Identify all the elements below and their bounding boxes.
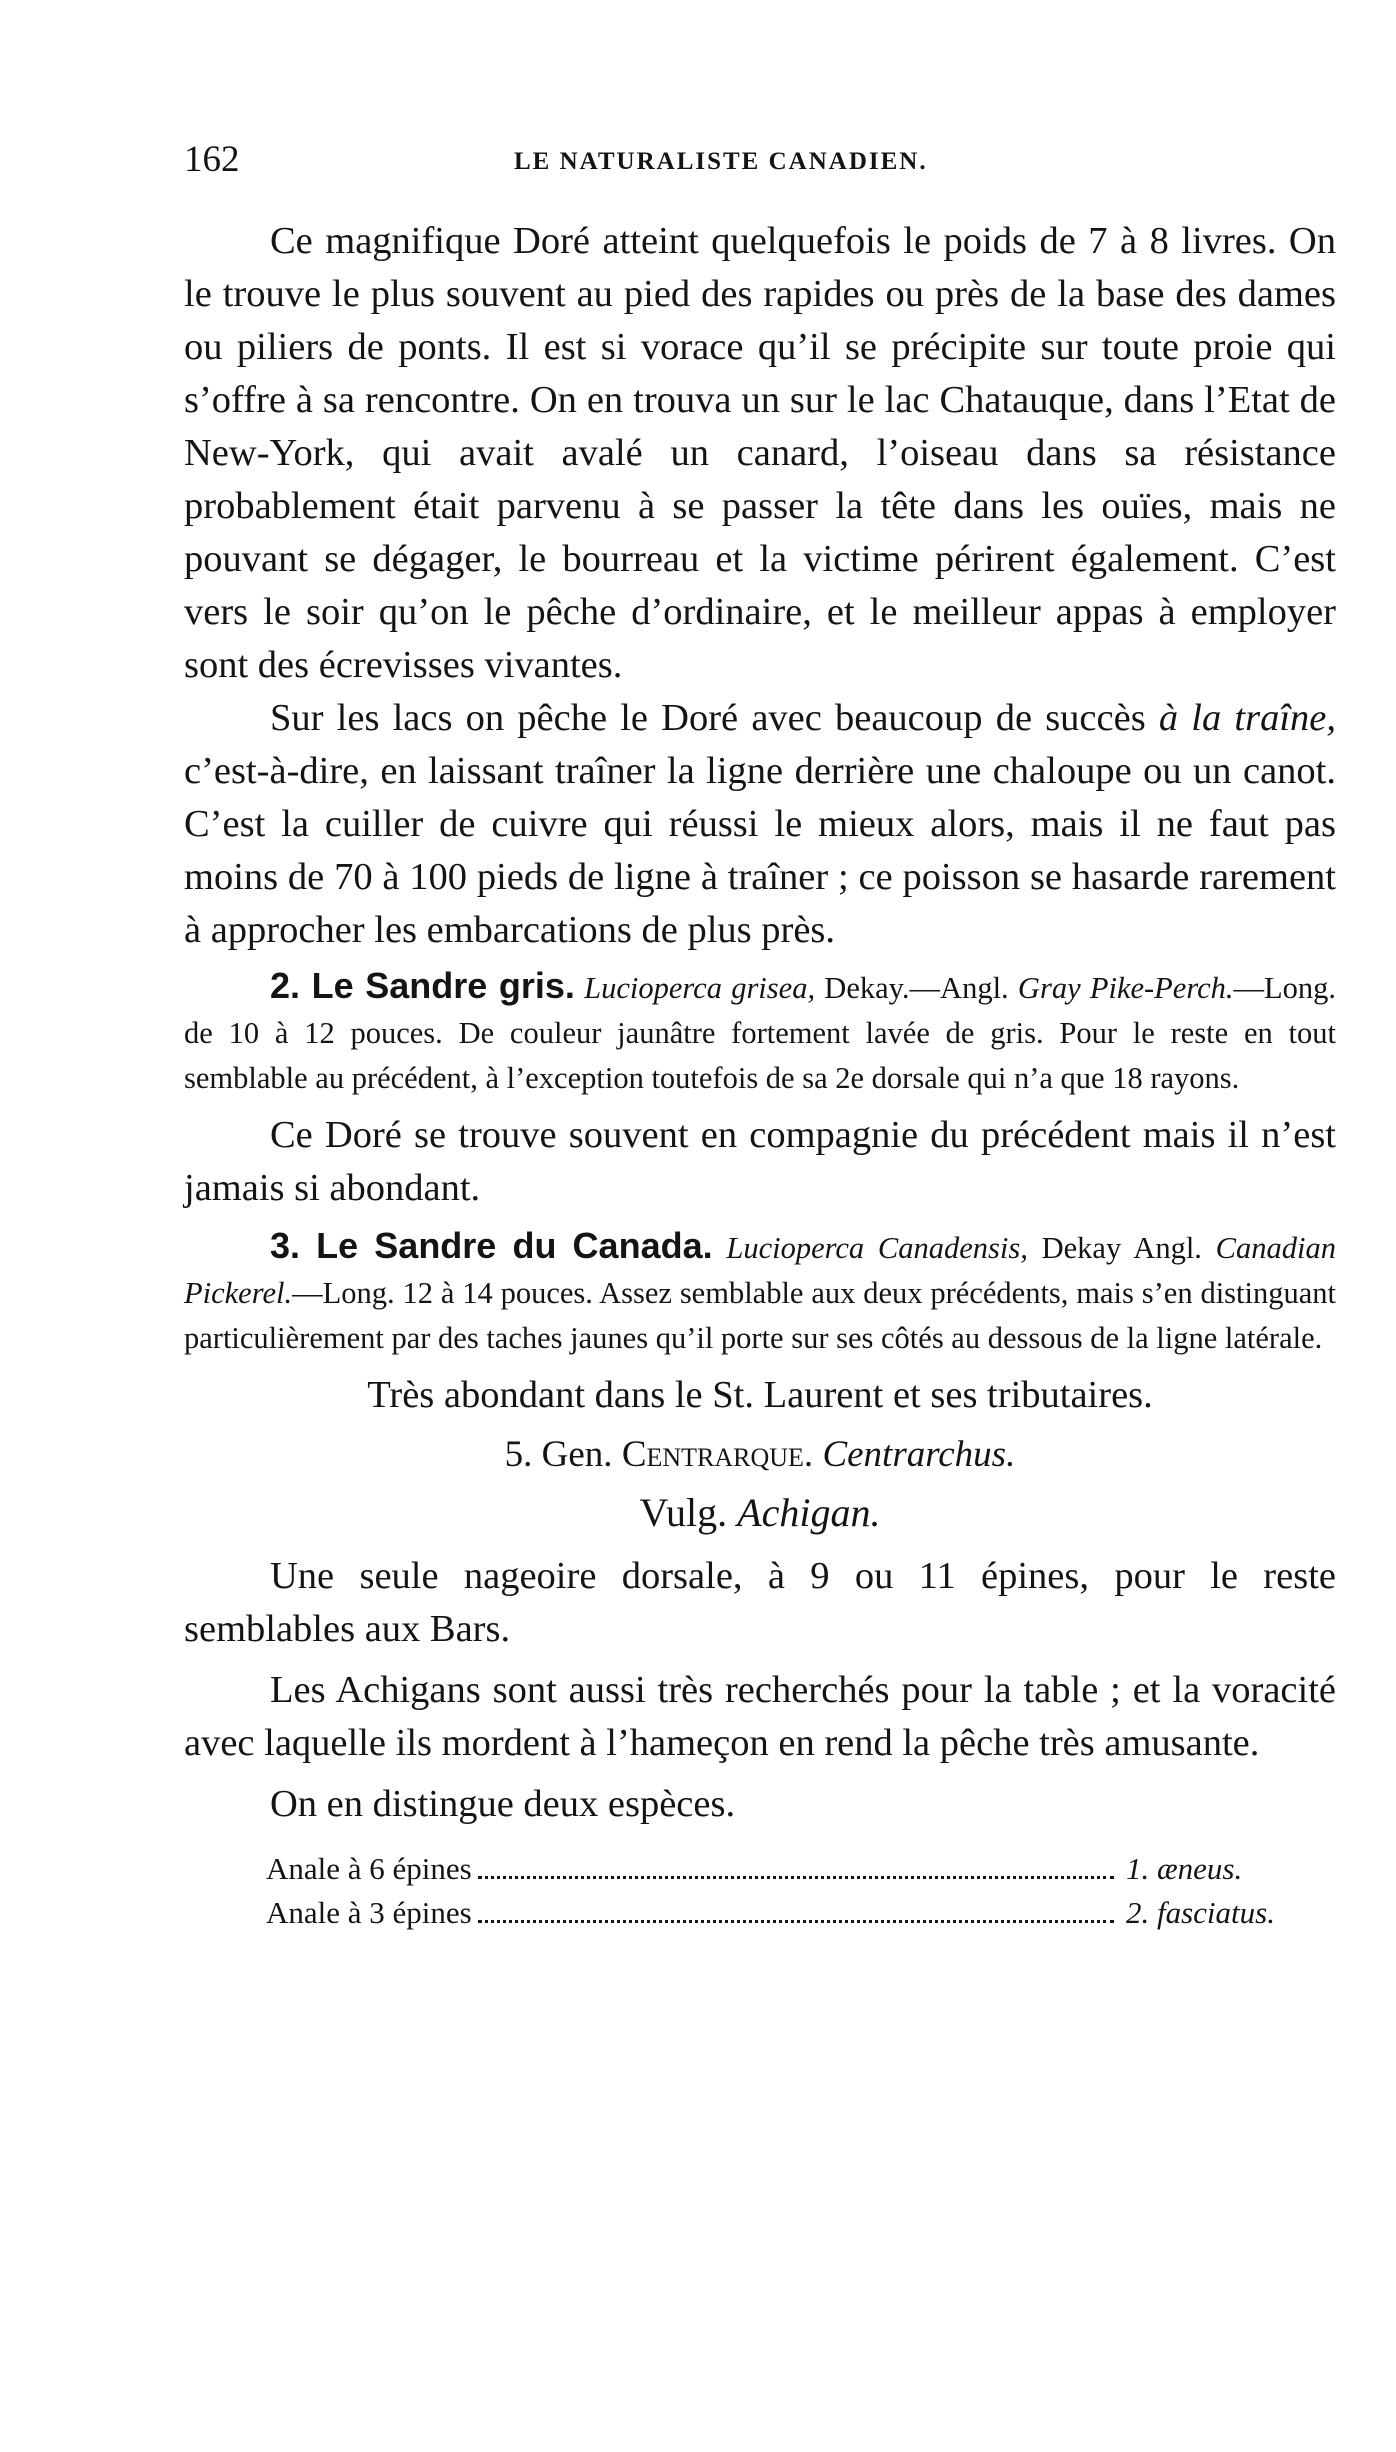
species-2-authority: Dekay.—Angl. [815,971,1018,1005]
page-body [184,215,1336,1935]
species-3-english: Canadian Pickerel. [184,1231,1336,1310]
key-species: 1. æneus. [1126,1851,1243,1886]
species-3-authority: Dekay Angl. [1027,1231,1216,1265]
species-key [184,1847,1336,1935]
species-2-description [184,963,1336,1101]
genus-number: 5. Gen. [504,1434,622,1475]
paragraph-trolling [184,692,1336,957]
vulgar-label: Vulg. [639,1490,738,1535]
vulgar-name: Achigan. [737,1490,881,1535]
species-3-description [184,1223,1336,1361]
paragraph-trolling-rest: c’est-à-dire, en laissant traîner la ligne derrière une chaloupe ou un canot. C’est la cuiller de cuivre qui réussi le mieux alors, mais il ne faut pas moins de 70 à 100 pieds de ligne à traîner ; ce poisson se hasarde rarement à approcher les embarcations de plus près. [184,750,1336,951]
paragraph-dore-weight: Ce magnifique Doré atteint quelquefois le poids de 7 à 8 livres. On le trouve le plus souvent au pied des rapides ou près de la base des dames ou piliers de ponts. Il est si vorace qu’il se précipite sur toute proie qui s’offre à sa rencontre. On en trouva un sur le lac Chatauque, dans l’Etat de New-York, qui avait avalé un canard, l’oiseau dans sa résistance probablement était parvenu à se passer la tête dans les ouïes, mais ne pouvant se dégager, le bourreau et la victime périrent également. C’est vers le soir qu’on le pêche d’ordinaire, et le meilleur appas à employer sont des écrevisses vivantes. [184,220,1336,686]
species-3-heading: 3. Le Sandre du Canada. [270,1225,713,1266]
species-3-text: —Long. 12 à 14 pouces. Assez semblable aux deux précédents, mais s’en distinguant particulièrement par des taches jaunes qu’il porte sur ses côtés au dessous de la ligne latérale. [184,1276,1336,1355]
paragraph-trolling-italic: à la traîne, [1158,697,1336,739]
running-title: LE NATURALISTE CANADIEN. [514,148,928,175]
paragraph-trolling-start: Sur les lacs on pêche le Doré avec beaucoup de succès [270,697,1159,739]
key-label: Anale à 6 épines [266,1851,472,1886]
species-intro: On en distingue deux espèces. [270,1783,736,1825]
genus-description: Une seule nageoire dorsale, à 9 ou 11 épines, pour le reste semblables aux Bars. [184,1555,1336,1650]
species-2-english: Gray Pike-Perch. [1017,971,1234,1005]
species-3-note: Très abondant dans le St. Laurent et ses tributaires. [367,1374,1153,1416]
species-3-latin: Lucioperca Canadensis, [726,1231,1028,1265]
genus-heading [184,1426,1336,1484]
key-species: 2. fasciatus. [1126,1895,1275,1930]
species-2-heading: 2. Le Sandre gris. [270,965,575,1006]
key-row [184,1847,1336,1891]
key-row [184,1891,1336,1935]
page-number: 162 [184,139,240,180]
key-leader-dots [478,1920,1114,1923]
key-leader-dots [478,1876,1114,1879]
species-2-latin: Lucioperca grisea, [584,971,816,1005]
species-2-note: Ce Doré se trouve souvent en compagnie du précédent mais il n’est jamais si abondant. [184,1114,1336,1209]
key-label: Anale à 3 épines [266,1895,472,1930]
genus-latin: Centrarchus. [813,1434,1016,1475]
paragraph-achigans: Les Achigans sont aussi très recherchés pour la table ; et la voracité avec laquelle ils mordent à l’hameçon en rend la pêche très amusante. [184,1669,1336,1764]
page-header [184,138,1264,198]
genus-name: Centrarque. [621,1434,814,1475]
genus-vulgar-name [184,1484,1336,1542]
species-2-text: —Long. de 10 à 12 pouces. De couleur jaunâtre fortement lavée de gris. Pour le reste en tout semblable au précédent, à l’exception toutefois de sa 2e dorsale qui n’a que 18 rayons. [184,971,1337,1095]
